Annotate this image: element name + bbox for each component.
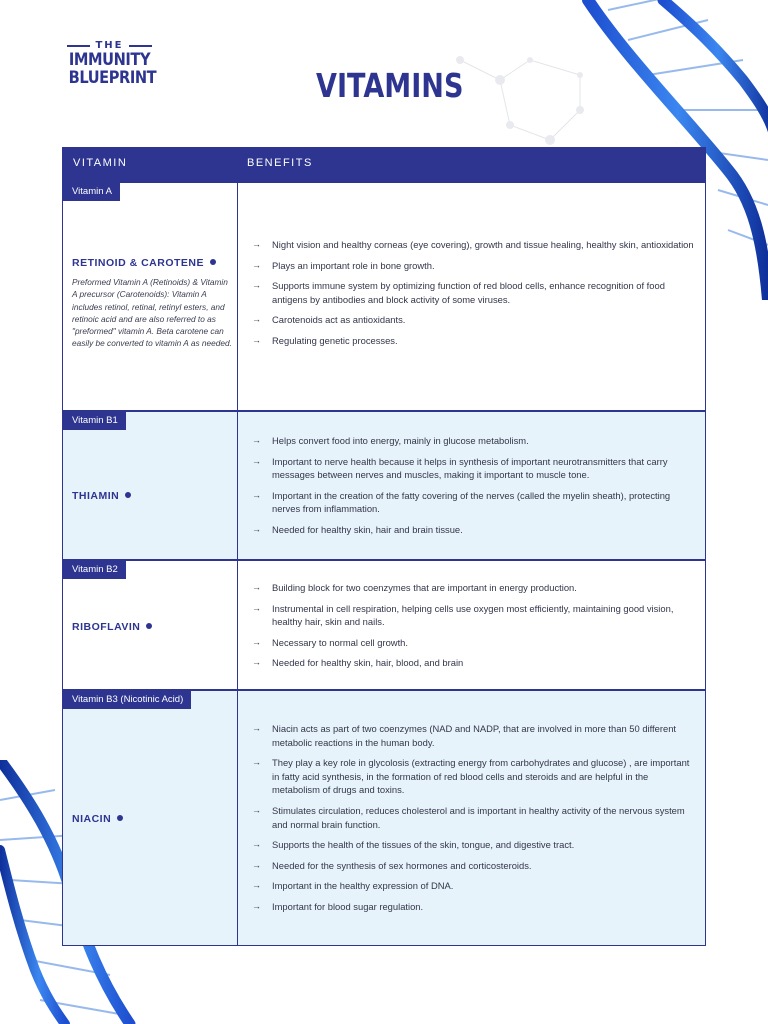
benefits-cell xyxy=(238,183,705,410)
vitamin-tag: Vitamin B2 xyxy=(63,561,126,579)
list-item xyxy=(252,804,697,831)
benefit-text: Carotenoids act as antioxidants. xyxy=(272,314,406,326)
benefits-list xyxy=(238,412,705,537)
list-item xyxy=(252,859,697,873)
vitamin-cell xyxy=(63,691,238,945)
vitamin-tag: Vitamin B1 xyxy=(63,412,126,430)
list-item xyxy=(252,455,697,482)
nutrient-name xyxy=(72,813,123,825)
page-title: VITAMINS xyxy=(316,66,464,105)
logo-immunity-text: IMMUNITY xyxy=(68,50,151,70)
logo-rule-left xyxy=(67,45,90,47)
bullet-dot-icon xyxy=(146,623,152,629)
arrow-right-icon: → xyxy=(252,435,261,445)
nutrient-name-text: RIBOFLAVIN xyxy=(72,621,141,633)
vitamin-cell xyxy=(63,183,238,410)
vitamin-cell xyxy=(63,561,238,689)
arrow-right-icon: → xyxy=(252,259,261,270)
nutrient-description: Preformed Vitamin A (Retinoids) & Vitamin A precursor (Carotenoids): Vitamin A includes retinol, retinal, retinyl esters, and retinoic acid and are also referred to as "preformed" vitamin A. Beta carotene can easily be converted to vitamin A as needed. xyxy=(72,277,232,349)
benefit-text: Night vision and healthy corneas (eye covering), growth and tissue healing, healthy skin, antioxidation xyxy=(272,239,694,250)
benefit-text: Important in the healthy expression of DNA. xyxy=(272,880,454,892)
benefit-text: Plays an important role in bone growth. xyxy=(272,259,435,271)
list-item xyxy=(252,334,697,348)
nutrient-name xyxy=(72,490,131,502)
benefit-text: Needed for the synthesis of sex hormones and corticosteroids. xyxy=(272,859,532,871)
list-item xyxy=(252,259,697,273)
benefit-text: They play a key role in glycolosis (extracting energy from carbohydrates and glucose) , are important in fatty acid synthesis, in the formation of red blood cells and steroids and are helpful in the metabolism of drugs and toxins. xyxy=(272,757,690,796)
benefits-cell xyxy=(238,691,705,945)
arrow-right-icon: → xyxy=(252,657,261,668)
table-row-vitamin-b1 xyxy=(63,410,705,559)
arrow-right-icon: → xyxy=(252,859,261,870)
benefit-text: Necessary to normal cell growth. xyxy=(272,636,408,648)
table-row-vitamin-a xyxy=(63,181,705,410)
benefit-text: Stimulates circulation, reduces cholesterol and is important in healthy activity of the nervous system and normal brain function. xyxy=(272,804,685,830)
benefit-text: Niacin acts as part of two coenzymes (NAD and NADP, that are involved in more than 50 different metabolic reactions in the human body. xyxy=(272,723,677,748)
list-item xyxy=(252,636,697,650)
nutrient-name xyxy=(72,257,216,269)
list-item xyxy=(252,523,697,537)
vitamins-table xyxy=(62,147,706,946)
arrow-right-icon: → xyxy=(252,489,261,500)
arrow-right-icon: → xyxy=(252,804,261,815)
arrow-right-icon: → xyxy=(252,880,261,891)
arrow-right-icon: → xyxy=(252,602,261,613)
benefit-text: Helps convert food into energy, mainly in glucose metabolism. xyxy=(272,435,529,446)
arrow-right-icon: → xyxy=(252,636,261,647)
benefit-text: Supports immune system by optimizing function of red blood cells, enhance recognition of food antigens by antibodies and block activity of some viruses. xyxy=(272,280,665,305)
benefits-list xyxy=(238,561,705,670)
list-item xyxy=(252,602,697,629)
arrow-right-icon: → xyxy=(252,455,261,466)
arrow-right-icon: → xyxy=(252,523,261,534)
benefit-text: Important to nerve health because it helps in synthesis of important neurotransmitters that carry messages between nerves and muscles, making it important to muscle tone. xyxy=(272,455,668,481)
arrow-right-icon: → xyxy=(252,314,261,325)
list-item xyxy=(252,722,697,749)
table-row-vitamin-b3 xyxy=(63,689,705,945)
benefit-text: Needed for healthy skin, hair, blood, and brain xyxy=(272,657,464,669)
table-row-vitamin-b2 xyxy=(63,559,705,689)
list-item xyxy=(252,838,697,852)
benefits-list xyxy=(238,183,705,348)
header-benefits: BENEFITS xyxy=(247,157,313,169)
list-item xyxy=(252,434,697,448)
list-item xyxy=(252,489,697,516)
nutrient-name-text: THIAMIN xyxy=(72,490,120,502)
benefit-text: Important for blood sugar regulation. xyxy=(272,900,424,912)
arrow-right-icon: → xyxy=(252,280,261,291)
benefit-text: Instrumental in cell respiration, helping cells use oxygen most efficiently, maintaining good vision, healthy hair, skin and nails. xyxy=(272,602,674,628)
bullet-dot-icon xyxy=(117,815,123,821)
vitamin-tag: Vitamin B3 (Nicotinic Acid) xyxy=(63,691,191,709)
list-item xyxy=(252,656,697,670)
arrow-right-icon: → xyxy=(252,723,261,733)
vitamin-cell xyxy=(63,412,238,559)
benefits-cell xyxy=(238,412,705,559)
benefits-cell xyxy=(238,561,705,689)
logo-the-text: THE xyxy=(95,40,124,51)
arrow-right-icon: → xyxy=(252,839,261,850)
logo-rule-right xyxy=(129,45,152,47)
list-item xyxy=(252,279,697,306)
list-item xyxy=(252,900,697,914)
bullet-dot-icon xyxy=(125,492,131,498)
list-item xyxy=(252,238,697,252)
nutrient-name-text: RETINOID & CAROTENE xyxy=(72,257,205,269)
arrow-right-icon: → xyxy=(252,757,261,768)
vitamin-tag: Vitamin A xyxy=(63,183,120,201)
bullet-dot-icon xyxy=(210,259,216,265)
nutrient-name xyxy=(72,621,152,633)
table-header xyxy=(63,147,705,181)
list-item xyxy=(252,879,697,893)
benefit-text: Important in the creation of the fatty covering of the nerves (called the myelin sheath), protecting nerves from inflammation. xyxy=(272,489,671,515)
benefit-text: Needed for healthy skin, hair and brain tissue. xyxy=(272,523,463,535)
benefit-text: Building block for two coenzymes that are important in energy production. xyxy=(272,582,577,593)
arrow-right-icon: → xyxy=(252,334,261,345)
benefits-list xyxy=(238,691,705,914)
list-item xyxy=(252,313,697,327)
arrow-right-icon: → xyxy=(252,582,261,592)
list-item xyxy=(252,756,697,797)
header-vitamin: VITAMIN xyxy=(73,157,128,169)
benefit-text: Regulating genetic processes. xyxy=(272,334,398,346)
brand-logo xyxy=(62,40,157,87)
logo-blueprint-text: BLUEPRINT xyxy=(68,68,157,88)
arrow-right-icon: → xyxy=(252,239,261,249)
nutrient-name-text: NIACIN xyxy=(72,813,112,825)
list-item xyxy=(252,581,697,595)
benefit-text: Supports the health of the tissues of the skin, tongue, and digestive tract. xyxy=(272,839,575,851)
arrow-right-icon: → xyxy=(252,900,261,911)
